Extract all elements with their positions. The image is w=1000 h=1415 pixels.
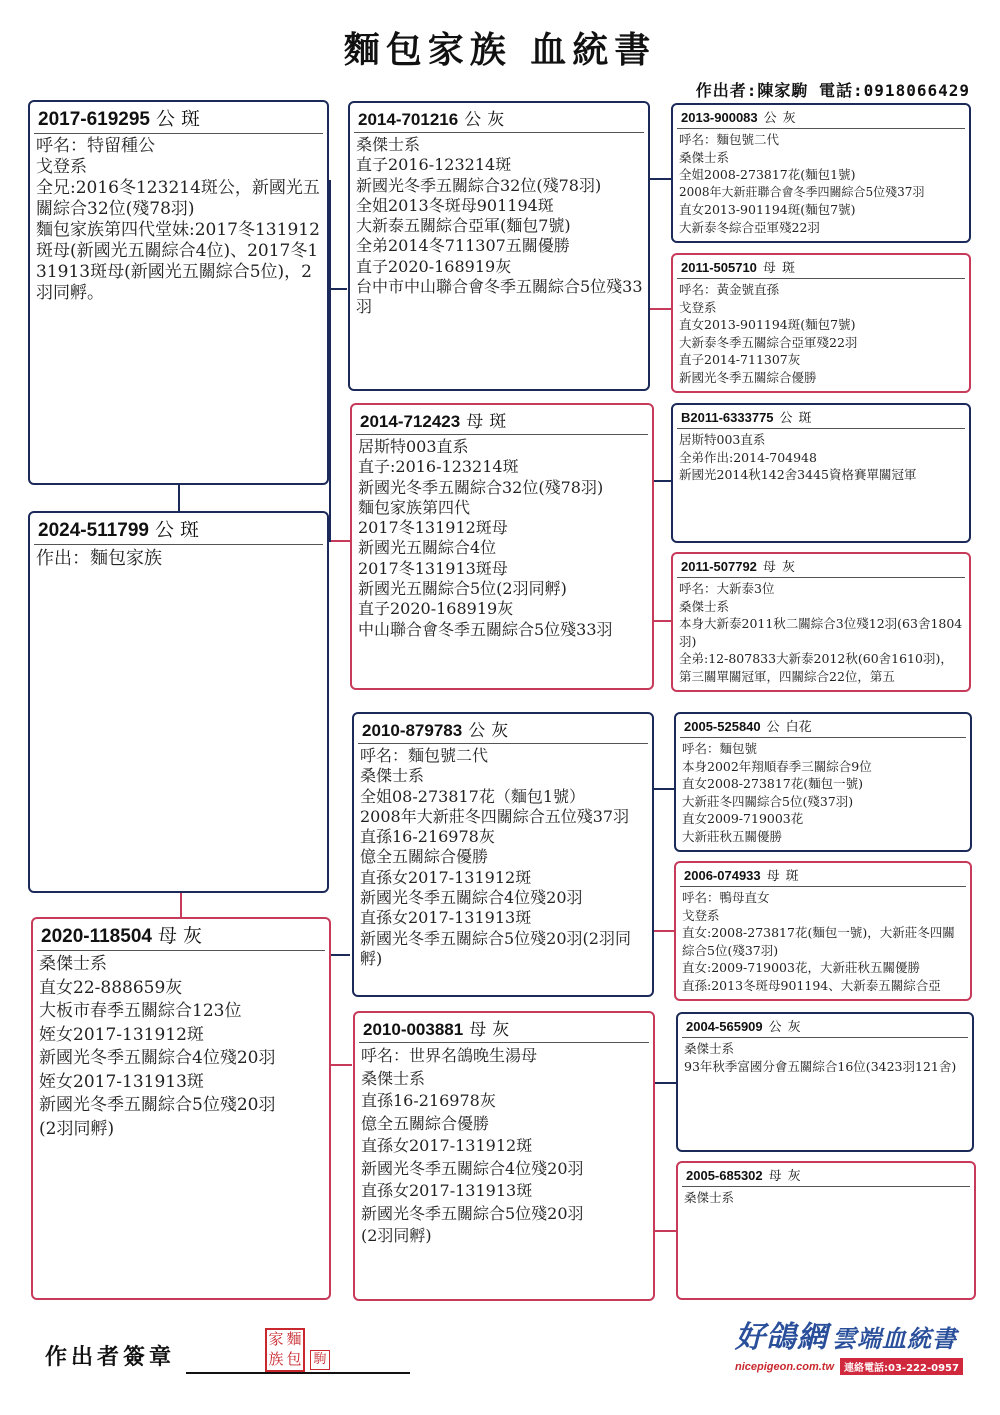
color-label: 斑 — [179, 519, 199, 541]
note-line: 大新莊冬四關綜合5位(殘37羽) — [682, 793, 854, 809]
note-line: 大新泰冬季五關綜合亞軍殘22羽 — [679, 334, 858, 350]
card-header — [358, 714, 648, 744]
ring-number: 2017-619295 — [38, 109, 150, 130]
note-line: 麵包家族第四代 — [358, 497, 471, 517]
ring-number: 2010-003881 — [363, 1020, 464, 1039]
color-label: 灰 — [491, 721, 509, 741]
ring-number: 2005-525840 — [684, 719, 761, 734]
note-line: 新國光冬季五關綜合4位殘20羽 — [361, 1158, 584, 1178]
note-line: 呼名：黃金號直孫 — [679, 282, 780, 297]
note-line: 桑傑士系 — [356, 135, 421, 154]
color-label: 斑 — [798, 411, 812, 426]
pedigree-card-g3 — [671, 552, 971, 692]
note-line: 全兄:2016冬123214斑公，新國光五關綜合32位(殘78羽) — [36, 178, 320, 219]
note-line: 桑傑士系 — [361, 1068, 426, 1088]
card-notes — [352, 435, 652, 640]
sex-label: 公 — [766, 720, 780, 735]
color-label: 斑 — [489, 412, 507, 432]
page-title: 麵包家族 血統書 — [343, 29, 657, 71]
note-line: 直女2013-901194斑(麵包7號) — [679, 202, 856, 217]
note-line: 呼名：世界名鴿晚生湯母 — [361, 1046, 538, 1065]
note-line: 大新泰五關綜合亞軍(麵包7號) — [356, 216, 571, 236]
pedigree-card-g3 — [671, 253, 971, 393]
note-line: 中山聯合會冬季五關綜合5位殘33羽 — [358, 619, 613, 639]
note-line: 大新莊秋五關優勝 — [682, 828, 783, 844]
card-notes — [678, 1038, 972, 1075]
note-line: 桑傑士系 — [679, 598, 730, 614]
note-line: 直女:2009-719003花，大新莊秋五關優勝 — [682, 960, 920, 975]
card-notes — [673, 279, 969, 386]
card-header — [677, 105, 965, 129]
pedigree-card-dam-sire — [352, 712, 654, 997]
ring-number: 2014-712423 — [360, 412, 461, 431]
note-line: 本身大新泰2011秋二關綜合3位殘12羽(63舍1804羽) — [679, 616, 963, 649]
note-line: 新國光五關綜合4位 — [358, 538, 497, 558]
card-header — [34, 102, 323, 134]
card-header — [34, 513, 323, 545]
card-notes — [355, 1043, 653, 1248]
ring-number: 2024-511799 — [38, 520, 149, 541]
card-notes — [350, 133, 648, 318]
card-header — [356, 405, 648, 435]
sex-label: 公 — [468, 721, 486, 741]
seal-char: 麵 — [286, 1330, 302, 1348]
seal-stamp — [265, 1328, 305, 1372]
note-line: 2008年大新莊冬四關綜合五位殘37羽 — [360, 806, 630, 826]
sex-label: 母 — [762, 560, 776, 575]
color-label: 灰 — [787, 1169, 801, 1184]
card-header — [677, 405, 965, 429]
color-label: 灰 — [787, 1020, 801, 1035]
card-notes — [673, 578, 969, 685]
note-line: 新國光2014秋142舍3445資格賽單關冠軍 — [679, 467, 917, 482]
note-line: 新國光五關綜合5位(2羽同孵) — [358, 579, 567, 599]
sex-label: 公 — [763, 111, 777, 126]
pedigree-card-g3 — [676, 1161, 976, 1300]
card-header — [680, 863, 966, 887]
card-header — [682, 1014, 968, 1038]
note-line: 姪女2017-131913斑 — [39, 1071, 204, 1092]
card-notes — [678, 1187, 974, 1207]
note-line: 新國光冬季五關綜合5位殘20羽 — [361, 1203, 584, 1223]
note-line: 直子2016-123214斑 — [356, 155, 512, 175]
note-line: 全姐08-273817花（麵包1號） — [360, 786, 586, 806]
note-line: 2017冬131913斑母 — [358, 558, 508, 578]
note-line: 93年秋季富國分會五關綜合16位(3423羽121舍) — [684, 1058, 957, 1074]
note-line: 直子2020-168919灰 — [356, 256, 512, 276]
note-line: 本身2002年翔順春季三關綜合9位 — [682, 758, 872, 774]
sex-label: 公 — [464, 110, 482, 130]
logo-main-text: 好鴿網 — [735, 1320, 828, 1355]
seal-stamp-small: 駒 — [310, 1350, 330, 1370]
pedigree-card-g3 — [671, 103, 971, 243]
note-line: 全姐2008-273817花(麵包1號) — [679, 167, 856, 182]
note-line: 直孫女2017-131912斑 — [361, 1136, 533, 1155]
ring-number: 2013-900083 — [681, 110, 758, 125]
card-header — [677, 255, 965, 279]
author-contact: 作出者:陳家駒 電話:0918066429 — [695, 81, 970, 100]
note-line: 呼名：鴨母直女 — [682, 890, 770, 905]
note-line: 呼名：麵包號 — [682, 741, 758, 756]
note-line: 直子2020-168919灰 — [358, 599, 514, 619]
ring-number: 2011-507792 — [681, 559, 757, 574]
pedigree-card-sire — [28, 100, 329, 485]
note-line: 全弟2014冬711307五關優勝 — [356, 236, 570, 256]
card-notes — [676, 887, 970, 994]
note-line: 戈登系 — [682, 907, 720, 923]
note-line: 直女2013-901194斑(麵包7號) — [679, 317, 856, 332]
note-line: 新國光冬季五關綜合32位(殘78羽) — [358, 477, 604, 497]
pedigree-card-dam — [31, 917, 331, 1300]
note-line: 桑傑士系 — [684, 1041, 735, 1056]
sex-label: 母 — [762, 261, 776, 276]
ring-number: 2011-505710 — [681, 260, 757, 275]
note-line: 戈登系 — [679, 299, 717, 315]
note-line: 億全五關綜合優勝 — [361, 1113, 490, 1133]
note-line: 直女2008-273817花(麵包一號) — [682, 776, 864, 791]
note-line: 麵包家族第四代堂妹:2017冬131912斑母(新國光五關綜合4位)、2017冬131913斑母(新國光五關綜合5位)，2羽同孵。 — [36, 220, 320, 303]
card-notes — [30, 545, 327, 571]
color-label: 灰 — [781, 560, 795, 575]
color-label: 斑 — [181, 108, 201, 130]
pedigree-card-g3 — [671, 403, 971, 543]
sex-label: 母 — [469, 1020, 487, 1040]
connector-line — [654, 620, 672, 622]
ring-number: 2020-118504 — [41, 926, 152, 947]
card-header — [682, 1163, 970, 1187]
note-line: 直孫16-216978灰 — [360, 827, 495, 847]
ring-number: B2011-6333775 — [681, 410, 774, 425]
note-line: 大新泰冬綜合亞軍殘22羽 — [679, 219, 820, 235]
card-notes — [673, 129, 969, 236]
note-line: 億全五關綜合優勝 — [360, 847, 489, 867]
note-line: 直孫女2017-131913斑 — [361, 1181, 533, 1200]
note-line: (2羽同孵) — [361, 1226, 432, 1245]
card-notes — [354, 744, 652, 969]
ring-number: 2005-685302 — [686, 1168, 763, 1183]
note-line: 呼名：麵包號二代 — [679, 132, 780, 147]
sex-label: 母 — [768, 1169, 782, 1184]
color-label: 灰 — [492, 1020, 510, 1040]
note-line: 新國光冬季五關綜合優勝 — [679, 369, 817, 385]
connector-line — [654, 930, 674, 932]
sex-label: 母 — [766, 869, 780, 884]
signature-line — [186, 1372, 410, 1374]
sex-label: 公 — [156, 108, 176, 130]
connector-line — [178, 484, 180, 512]
ring-number: 2010-879783 — [362, 721, 463, 740]
note-line: 直女22-888659灰 — [39, 977, 183, 998]
seal-char: 包 — [286, 1350, 302, 1368]
connector-line — [330, 1064, 352, 1066]
connector-line — [180, 892, 182, 918]
note-line: 大板市春季五關綜合123位 — [39, 1001, 242, 1021]
pedigree-card-dam-dam — [353, 1011, 655, 1301]
note-line: 姪女2017-131912斑 — [39, 1024, 204, 1045]
note-line: 直女2009-719003花 — [682, 811, 804, 826]
note-line: 直孫16-216978灰 — [361, 1091, 496, 1110]
color-label: 斑 — [785, 869, 799, 884]
ring-number: 2006-074933 — [684, 868, 761, 883]
card-header — [37, 919, 325, 951]
pedigree-card-g3 — [674, 712, 972, 852]
signature-label: 作出者簽章 — [45, 1344, 176, 1370]
note-line: 直孫:2013冬斑母901194、大新泰五關綜合亞 — [682, 977, 941, 993]
card-header — [359, 1013, 649, 1043]
note-line: 桑傑士系 — [39, 954, 107, 974]
card-notes — [33, 951, 329, 1141]
note-line: 新國光冬季五關綜合5位殘20羽 — [39, 1095, 276, 1115]
note-line: 新國光冬季五關綜合4位殘20羽 — [39, 1048, 276, 1068]
note-line: 全弟:12-807833大新泰2012秋(60舍1610羽)，第三關單關冠軍，四關綜合22位，第五 — [679, 651, 953, 684]
card-header — [677, 554, 965, 578]
sex-label: 公 — [154, 519, 174, 541]
note-line: 直子2014-711307灰 — [679, 352, 801, 367]
pedigree-card-sire-dam — [350, 403, 654, 690]
color-label: 灰 — [782, 111, 796, 126]
note-line: 戈登系 — [36, 157, 87, 177]
note-line: 新國光冬季五關綜合32位(殘78羽) — [356, 175, 602, 195]
color-label: 灰 — [487, 110, 505, 130]
sex-label: 母 — [157, 925, 177, 947]
note-line: 新國光冬季五關綜合4位殘20羽 — [360, 888, 583, 908]
connector-line — [654, 788, 674, 790]
note-line: 呼名：特留種公 — [36, 136, 155, 156]
sex-label: 公 — [768, 1020, 782, 1035]
connector-line — [329, 180, 331, 542]
connector-line — [654, 1230, 676, 1232]
color-label: 灰 — [182, 925, 202, 947]
note-line: (2羽同孵) — [39, 1118, 115, 1139]
note-line: 直孫女2017-131913斑 — [360, 908, 532, 928]
sex-label: 母 — [466, 412, 484, 432]
note-line: 桑傑士系 — [684, 1190, 735, 1205]
sex-label: 公 — [779, 411, 793, 426]
pedigree-card-g3 — [676, 1012, 974, 1152]
note-line: 居斯特003直系 — [679, 432, 766, 447]
connector-line — [650, 308, 672, 310]
note-line: 直女:2008-273817花(麵包一號)，大新莊冬四關綜合5位(殘37羽) — [682, 925, 955, 958]
note-line: 台中市中山聯合會冬季五關綜合5位殘33羽 — [356, 277, 643, 317]
logo-sub-text: 雲端血統書 — [832, 1325, 957, 1353]
ring-number: 2004-565909 — [686, 1019, 763, 1034]
note-line: 呼名：大新泰3位 — [679, 581, 775, 596]
note-line: 作出：麵包家族 — [36, 548, 162, 569]
ring-number: 2014-701216 — [358, 110, 459, 129]
connector-line — [650, 178, 672, 180]
pedigree-card-sire-sire — [348, 101, 650, 391]
note-line: 全姐2013冬斑母901194斑 — [356, 195, 554, 215]
seal-char: 家 — [268, 1330, 284, 1348]
note-line: 居斯特003直系 — [358, 437, 469, 456]
card-notes — [676, 738, 970, 845]
note-line: 直孫女2017-131912斑 — [360, 867, 532, 887]
pedigree-card-subject — [28, 511, 329, 893]
note-line: 新國光冬季五關綜合5位殘20羽(2羽同孵) — [360, 928, 631, 968]
note-line: 直子:2016-123214斑 — [358, 457, 519, 477]
logo-url: nicepigeon.com.tw — [735, 1360, 835, 1373]
connector-line — [654, 480, 672, 482]
color-label: 白花 — [785, 720, 812, 735]
brand-logo — [735, 1312, 980, 1372]
logo-phone: 連絡電話:03-222-0957 — [840, 1358, 963, 1375]
card-notes — [30, 134, 327, 304]
pedigree-card-g3 — [674, 861, 972, 1001]
color-label: 斑 — [781, 261, 795, 276]
card-notes — [673, 429, 969, 484]
note-line: 呼名：麵包號二代 — [360, 746, 489, 765]
connector-line — [330, 954, 350, 956]
note-line: 全弟作出:2014-704948 — [679, 449, 817, 465]
card-header — [680, 714, 966, 738]
connector-line — [654, 1082, 676, 1084]
seal-char: 族 — [268, 1350, 284, 1368]
note-line: 桑傑士系 — [360, 766, 425, 786]
note-line: 桑傑士系 — [679, 149, 730, 165]
note-line: 2017冬131912斑母 — [358, 518, 508, 538]
card-header — [354, 103, 644, 133]
note-line: 2008年大新莊聯合會冬季四關綜合5位殘37羽 — [679, 184, 925, 199]
